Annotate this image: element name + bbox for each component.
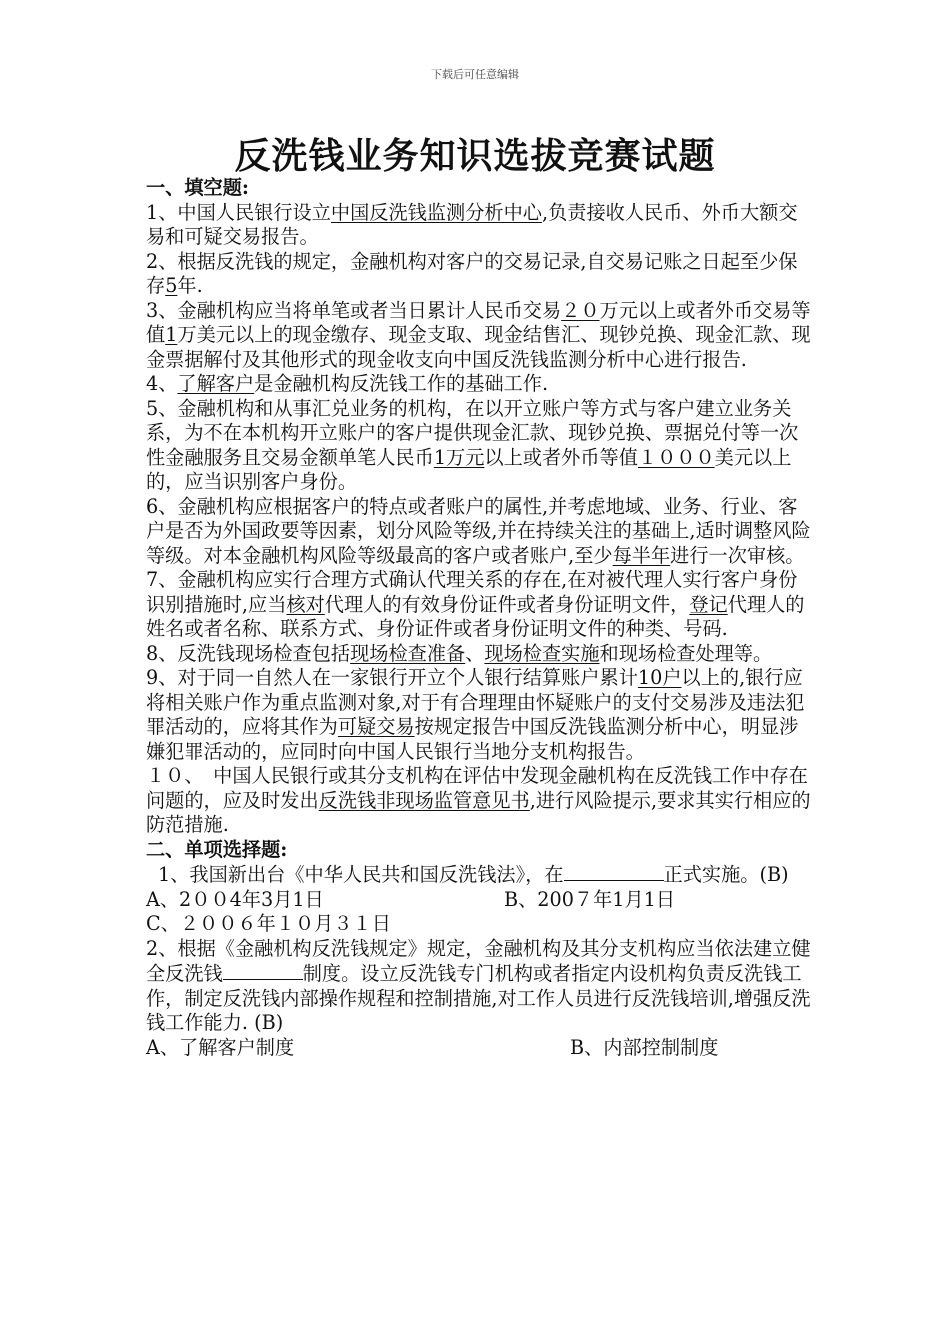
document-title: 反洗钱业务知识选拔竞赛试题 [234, 135, 716, 177]
question-6: 6、金融机构应根据客户的特点或者账户的属性,并考虑地域、业务、行业、客户是否为外国政要等因素，划分风险等级,并在持续关注的基础上,适时调整风险等级。对本金融机构风险等级最高的客户或者账户,至少每半年进行一次审核。 [146, 494, 811, 567]
option-c: C、２００６年１０月３１日 [146, 912, 391, 935]
option-b: B、200７年1月1日 [504, 887, 676, 911]
answer: 核对 [286, 592, 325, 616]
question-7: 7、金融机构应实行合理方式确认代理关系的存在,在对被代理人实行客户身份识别措施时,应当核对代理人的有效身份证件或者身份证明文件，登记代理人的姓名或者名称、联系方式、身份证件或者身份证明文件的种类、号码. [146, 568, 805, 640]
answer: 1 [165, 323, 178, 346]
answer: 中国反洗钱监测分析中心 [330, 200, 542, 224]
option-a: A、2００4年3月1日 [146, 887, 324, 911]
answer: 5 [165, 274, 178, 297]
question-8: 8、反洗钱现场检查包括现场检查准备、现场检查实施和现场检查处理等。 [146, 641, 773, 665]
answer: 每半年 [612, 543, 671, 567]
document-body [146, 176, 814, 1060]
question-4: 4、了解客户是金融机构反洗钱工作的基础工作. [146, 372, 549, 395]
answer: 现场检查实施 [484, 641, 600, 665]
question-3: 3、金融机构应当将单笔或者当日累计人民币交易２０万元以上或者外币交易等值1万美元以上的现金缴存、现金支取、现金结售汇、现钞兑换、现金汇款、现金票据解付及其他形式的现金收支向中国反洗钱监测分析中心进行报告. [146, 298, 811, 371]
choice-question-1: 1、我国新出台《中华人民共和国反洗钱法》，在 正式实施。(B) [158, 863, 789, 886]
question-9: 9、对于同一自然人在一家银行开立个人银行结算账户累计10户以上的,银行应将相关账户作为重点监测对象,对于有合理理由怀疑账户的支付交易涉及违法犯罪活动的，应将其作为可疑交易按规定报告中国反洗钱监测分析中心，明显涉嫌犯罪活动的，应同时向中国人民银行当地分支机构报告。 [146, 666, 805, 763]
question-1: 1、中国人民银行设立中国反洗钱监测分析中心,负责接收人民币、外币大额交易和可疑交易报告。 [146, 200, 798, 248]
question-10: １０、 中国人民银行或其分支机构在评估中发现金融机构在反洗钱工作中存在问题的，应及时发出反洗钱非现场监管意见书,进行风险提示,要求其实行相应的防范措施. [146, 764, 811, 836]
answer: 反洗钱非现场监管意见书 [318, 788, 530, 812]
answer-blank [223, 961, 303, 980]
choice-question-2: 2、根据《金融机构反洗钱规定》规定，金融机构及其分支机构应当依法建立健全反洗钱 制度。设立反洗钱专门机构或者指定内设机构负责反洗钱工作，制定反洗钱内部操作规程和控制措施,对工作人员进行反洗钱培训,增强反洗钱工作能力. (B) [146, 936, 811, 1034]
answer: ２０ [561, 298, 600, 322]
answer: 1万元 [433, 445, 485, 469]
answer: 登记 [689, 592, 728, 616]
choice-options-1 [146, 888, 814, 913]
option-a: A、了解客户制度 [146, 1035, 295, 1059]
option-b: B、内部控制制度 [570, 1035, 719, 1059]
answer: 可疑交易 [337, 715, 415, 738]
section-heading-single-choice: 二、单项选择题: [146, 837, 288, 861]
question-5: 5、金融机构和从事汇兑业务的机构，在以开立账户等方式与客户建立业务关系，为不在本机构开立账户的客户提供现金汇款、现钞兑换、票据兑付等一次性金融服务且交易金额单笔人民币1万元以上或者外币等值１０００美元以上的，应当识别客户身份。 [146, 396, 799, 493]
choice-options-2 [146, 1036, 814, 1061]
question-2: 2、根据反洗钱的规定，金融机构对客户的交易记录,自交易记账之日起至少保存5年. [146, 249, 798, 297]
answer: 10户 [637, 666, 682, 689]
answer: 了解客户 [177, 372, 255, 395]
header-note: 下载后可任意编辑 [431, 68, 519, 81]
answer: １０００ [637, 445, 715, 469]
section-heading-fill-blank: 一、填空题: [146, 176, 250, 199]
answer: 现场检查准备 [350, 641, 466, 665]
answer-blank [564, 862, 664, 881]
